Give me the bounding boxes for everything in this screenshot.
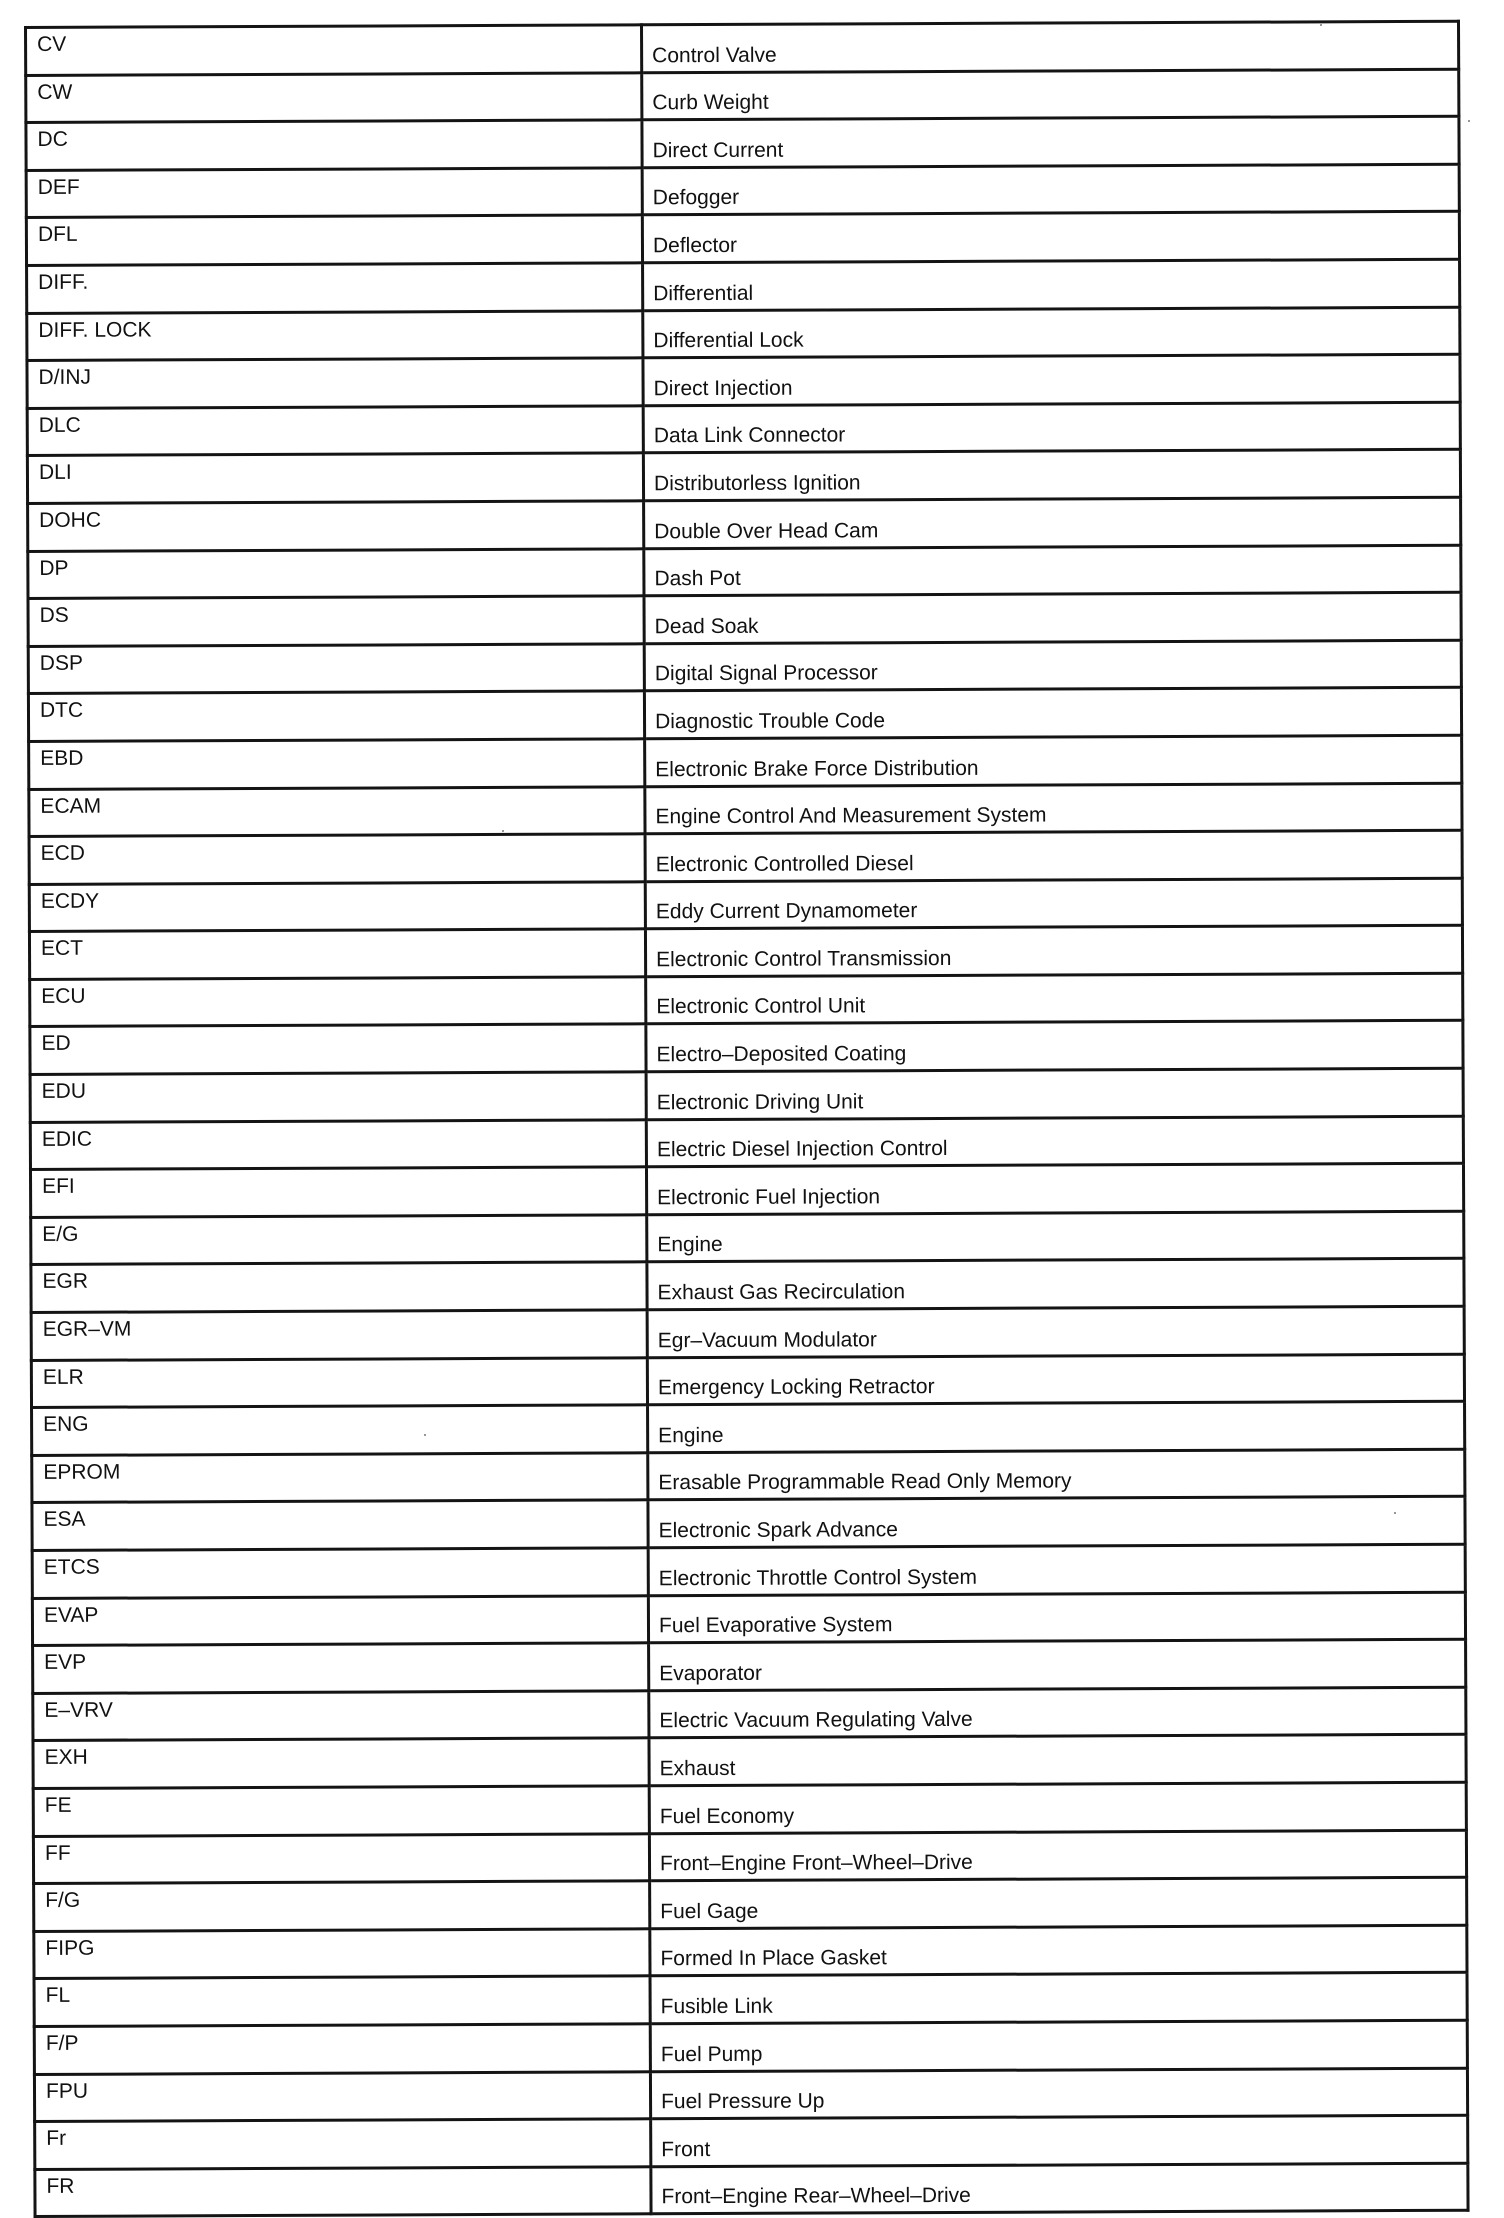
meaning-cell: Egr–Vacuum Modulator xyxy=(647,1306,1464,1357)
meaning-cell: Deflector xyxy=(642,212,1459,263)
meaning-cell: Data Link Connector xyxy=(643,402,1460,453)
table-row xyxy=(29,878,1462,932)
table-row xyxy=(35,2115,1468,2169)
meaning-cell: Engine xyxy=(647,1211,1464,1262)
meaning-cell: Control Valve xyxy=(642,21,1459,72)
table-row xyxy=(30,1021,1463,1075)
meaning-cell: Formed In Place Gasket xyxy=(650,1925,1467,1976)
table-row xyxy=(30,973,1463,1027)
abbreviation-cell: ECDY xyxy=(29,881,645,931)
abbreviation-cell: ECAM xyxy=(29,786,645,836)
meaning-cell: Emergency Locking Retractor xyxy=(647,1354,1464,1405)
meaning-cell: Direct Current xyxy=(642,116,1459,167)
meaning-cell: Fuel Economy xyxy=(649,1782,1466,1833)
meaning-cell: Electronic Controlled Diesel xyxy=(645,830,1462,881)
table-row xyxy=(27,307,1460,361)
abbreviation-cell: FR xyxy=(35,2167,651,2217)
abbreviation-cell: ECT xyxy=(29,929,645,979)
scan-speck xyxy=(1468,120,1470,122)
abbreviation-cell: DFL xyxy=(26,215,642,265)
table-row xyxy=(32,1401,1465,1455)
table-row xyxy=(26,21,1459,75)
table-row xyxy=(26,69,1459,123)
table-row xyxy=(31,1259,1464,1313)
meaning-cell: Engine Control And Measurement System xyxy=(645,783,1462,834)
abbreviation-table xyxy=(24,20,1470,2218)
meaning-cell: Exhaust Gas Recirculation xyxy=(647,1259,1464,1310)
meaning-cell: Electronic Brake Force Distribution xyxy=(645,735,1462,786)
meaning-cell: Eddy Current Dynamometer xyxy=(645,878,1462,929)
abbreviation-cell: DLI xyxy=(27,453,643,503)
table-row xyxy=(33,1735,1466,1789)
meaning-cell: Erasable Programmable Read Only Memory xyxy=(648,1449,1465,1500)
table-row xyxy=(29,830,1462,884)
abbreviation-cell: EDIC xyxy=(30,1119,646,1169)
abbreviation-cell: FPU xyxy=(34,2071,650,2121)
table-row xyxy=(29,783,1462,837)
abbreviation-cell: DIFF. LOCK xyxy=(27,310,643,360)
abbreviation-cell: EGR–VM xyxy=(31,1310,647,1360)
abbreviation-cell: EXH xyxy=(33,1738,649,1788)
table-row xyxy=(27,450,1460,504)
meaning-cell: Digital Signal Processor xyxy=(644,640,1461,691)
meaning-cell: Electronic Throttle Control System xyxy=(648,1544,1465,1595)
scan-speck xyxy=(1320,24,1322,26)
meaning-cell: Fuel Pressure Up xyxy=(650,2068,1467,2119)
meaning-cell: Fuel Pump xyxy=(650,2020,1467,2071)
meaning-cell: Fuel Gage xyxy=(650,1877,1467,1928)
abbreviation-cell: CW xyxy=(26,72,642,122)
table-row xyxy=(26,212,1459,266)
meaning-cell: Front–Engine Rear–Wheel–Drive xyxy=(651,2163,1468,2214)
table-row xyxy=(33,1687,1466,1741)
scan-speck xyxy=(502,830,504,832)
abbreviation-cell: FL xyxy=(34,1976,650,2026)
table-row xyxy=(27,354,1460,408)
abbreviation-cell: DEF xyxy=(26,168,642,218)
abbreviation-table-body xyxy=(26,21,1469,2217)
abbreviation-cell: FE xyxy=(33,1786,649,1836)
table-row xyxy=(26,164,1459,218)
table-row xyxy=(34,1973,1467,2027)
abbreviation-cell: E/G xyxy=(31,1215,647,1265)
abbreviation-cell: FF xyxy=(33,1833,649,1883)
abbreviation-cell: DC xyxy=(26,120,642,170)
abbreviation-cell: FIPG xyxy=(34,1929,650,1979)
table-row xyxy=(33,1782,1466,1836)
meaning-cell: Electric Diesel Injection Control xyxy=(646,1116,1463,1167)
table-row xyxy=(33,1830,1466,1884)
abbreviation-document xyxy=(24,20,1469,2209)
meaning-cell: Curb Weight xyxy=(642,69,1459,120)
abbreviation-cell: Fr xyxy=(35,2119,651,2169)
meaning-cell: Fuel Evaporative System xyxy=(648,1592,1465,1643)
meaning-cell: Evaporator xyxy=(649,1639,1466,1690)
abbreviation-cell: DLC xyxy=(27,406,643,456)
abbreviation-cell: ETCS xyxy=(32,1548,648,1598)
table-row xyxy=(28,545,1461,599)
meaning-cell: Direct Injection xyxy=(643,354,1460,405)
meaning-cell: Fusible Link xyxy=(650,1973,1467,2024)
abbreviation-cell: CV xyxy=(26,25,642,75)
abbreviation-cell: DOHC xyxy=(28,501,644,551)
abbreviation-cell: ED xyxy=(30,1024,646,1074)
abbreviation-cell: F/G xyxy=(34,1881,650,1931)
meaning-cell: Electronic Driving Unit xyxy=(646,1068,1463,1119)
meaning-cell: Electronic Spark Advance xyxy=(648,1497,1465,1548)
table-row xyxy=(30,1068,1463,1122)
table-row xyxy=(35,2163,1468,2217)
abbreviation-cell: ECD xyxy=(29,834,645,884)
meaning-cell: Differential Lock xyxy=(643,307,1460,358)
table-row xyxy=(31,1211,1464,1265)
abbreviation-cell: EGR xyxy=(31,1262,647,1312)
meaning-cell: Engine xyxy=(648,1401,1465,1452)
abbreviation-cell: F/P xyxy=(34,2024,650,2074)
abbreviation-cell: EPROM xyxy=(32,1453,648,1503)
table-row xyxy=(26,116,1459,170)
table-row xyxy=(31,1354,1464,1408)
table-row xyxy=(29,926,1462,980)
abbreviation-cell: EDU xyxy=(30,1072,646,1122)
table-row xyxy=(31,1306,1464,1360)
abbreviation-cell: DS xyxy=(28,596,644,646)
table-row xyxy=(28,640,1461,694)
abbreviation-cell: EVP xyxy=(33,1643,649,1693)
meaning-cell: Dead Soak xyxy=(644,592,1461,643)
abbreviation-cell: ENG xyxy=(32,1405,648,1455)
scan-speck xyxy=(1394,1512,1396,1514)
table-row xyxy=(28,688,1461,742)
table-row xyxy=(34,2020,1467,2074)
table-row xyxy=(30,1163,1463,1217)
table-row xyxy=(30,1116,1463,1170)
meaning-cell: Distributorless Ignition xyxy=(643,450,1460,501)
abbreviation-cell: DP xyxy=(28,548,644,598)
meaning-cell: Front xyxy=(651,2115,1468,2166)
table-row xyxy=(34,1877,1467,1931)
meaning-cell: Exhaust xyxy=(649,1735,1466,1786)
table-row xyxy=(27,402,1460,456)
scan-speck xyxy=(424,1434,426,1436)
table-row xyxy=(34,1925,1467,1979)
table-row xyxy=(32,1592,1465,1646)
table-row xyxy=(32,1544,1465,1598)
meaning-cell: Electronic Fuel Injection xyxy=(646,1163,1463,1214)
table-row xyxy=(28,592,1461,646)
meaning-cell: Front–Engine Front–Wheel–Drive xyxy=(649,1830,1466,1881)
table-row xyxy=(34,2068,1467,2122)
abbreviation-cell: EVAP xyxy=(32,1595,648,1645)
abbreviation-cell: D/INJ xyxy=(27,358,643,408)
abbreviation-cell: EFI xyxy=(30,1167,646,1217)
meaning-cell: Double Over Head Cam xyxy=(644,497,1461,548)
abbreviation-cell: ELR xyxy=(31,1357,647,1407)
meaning-cell: Differential xyxy=(643,259,1460,310)
abbreviation-cell: DTC xyxy=(28,691,644,741)
table-row xyxy=(33,1639,1466,1693)
meaning-cell: Electro–Deposited Coating xyxy=(646,1021,1463,1072)
abbreviation-cell: ECU xyxy=(30,977,646,1027)
table-row xyxy=(27,259,1460,313)
abbreviation-cell: ESA xyxy=(32,1500,648,1550)
abbreviation-cell: DIFF. xyxy=(27,263,643,313)
table-row xyxy=(32,1497,1465,1551)
abbreviation-cell: E–VRV xyxy=(33,1691,649,1741)
meaning-cell: Electric Vacuum Regulating Valve xyxy=(649,1687,1466,1738)
table-row xyxy=(29,735,1462,789)
table-row xyxy=(28,497,1461,551)
meaning-cell: Diagnostic Trouble Code xyxy=(644,688,1461,739)
meaning-cell: Dash Pot xyxy=(644,545,1461,596)
abbreviation-cell: EBD xyxy=(29,739,645,789)
abbreviation-cell: DSP xyxy=(28,644,644,694)
meaning-cell: Electronic Control Unit xyxy=(646,973,1463,1024)
table-row xyxy=(32,1449,1465,1503)
meaning-cell: Defogger xyxy=(642,164,1459,215)
meaning-cell: Electronic Control Transmission xyxy=(645,926,1462,977)
